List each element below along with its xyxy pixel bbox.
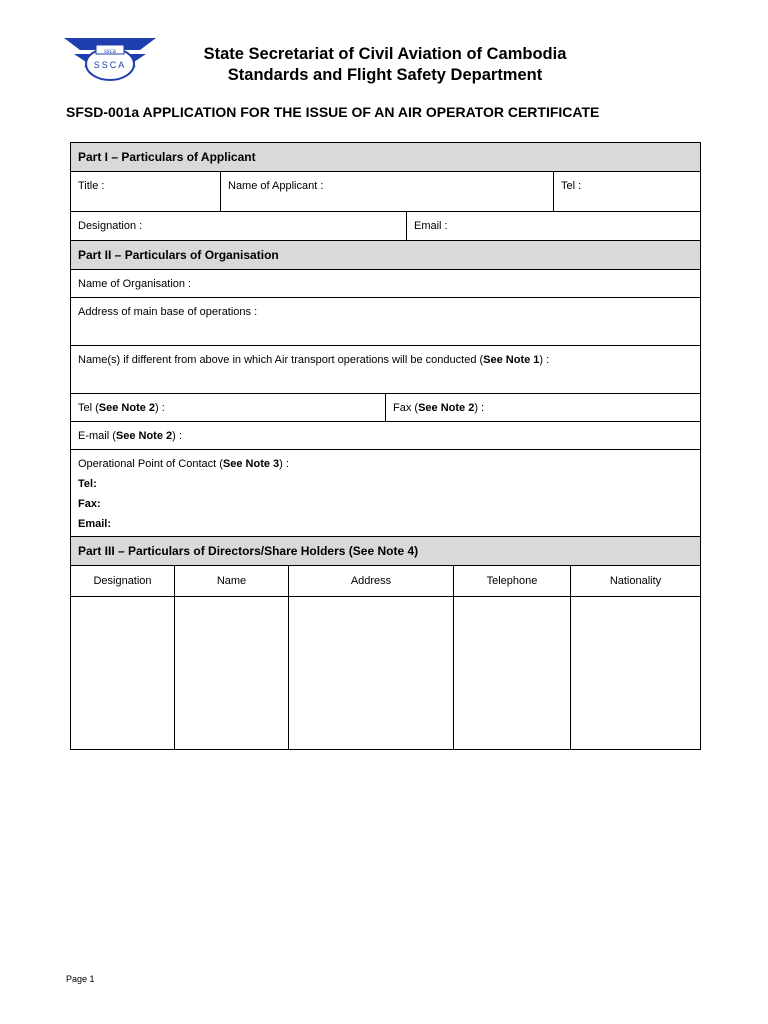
org-tel-field[interactable]	[71, 394, 386, 421]
part1-header-row	[71, 143, 700, 172]
applicant-row	[71, 172, 700, 212]
form-title: SFSD-001a APPLICATION FOR THE ISSUE OF AN AIR OPERATOR CERTIFICATE	[66, 104, 600, 120]
poc-tel-label: Tel:	[78, 478, 97, 490]
address-cell[interactable]	[289, 597, 454, 749]
tel-label: Tel :	[561, 180, 582, 192]
tel-field[interactable]	[554, 172, 700, 211]
poc-suffix: ) :	[279, 458, 289, 470]
part2-header-row	[71, 241, 700, 270]
name-cell[interactable]	[175, 597, 289, 749]
org-email-field[interactable]	[71, 422, 700, 449]
logo-text: SSCA	[93, 60, 127, 70]
column-header: Address	[289, 566, 454, 596]
note-1-ref: See Note 1	[483, 354, 540, 366]
poc-label: Operational Point of Contact (	[78, 458, 223, 470]
org-name-label: Name of Organisation :	[78, 278, 192, 290]
names-field[interactable]	[71, 346, 700, 393]
designation-cell[interactable]	[71, 597, 175, 749]
org-fax-label: Fax (	[393, 402, 419, 414]
org-tel-label: Tel (	[78, 402, 99, 414]
svg-text:ssca: ssca	[104, 47, 116, 55]
org-email-label: E-mail (	[78, 430, 116, 442]
note-2-ref-fax: See Note 2	[418, 402, 475, 414]
org-email-row	[71, 422, 700, 450]
org-fax-suffix: ) :	[474, 402, 485, 414]
telephone-cell[interactable]	[454, 597, 571, 749]
note-2-ref-email: See Note 2	[115, 430, 173, 442]
directors-table-header	[71, 566, 700, 597]
ssca-logo	[64, 36, 156, 88]
email-label: Email :	[414, 220, 448, 232]
org-fax-field[interactable]	[386, 394, 700, 421]
address-label: Address of main base of operations :	[78, 306, 258, 318]
address-row	[71, 298, 700, 346]
org-line-1: State Secretariat of Civil Aviation of Cambodia	[203, 45, 567, 63]
poc-field[interactable]	[71, 450, 700, 536]
names-label: Name(s) if different from above in which Air transport operations will be conducted (	[78, 354, 484, 366]
tel-fax-row	[71, 394, 700, 422]
poc-row	[71, 450, 700, 537]
org-name-row	[71, 270, 700, 298]
title-field[interactable]	[71, 172, 221, 211]
part3-heading: Part III – Particulars of Directors/Share Holders (See Note 4)	[71, 537, 700, 565]
applicant-name-field[interactable]	[221, 172, 554, 211]
designation-label: Designation :	[78, 220, 143, 232]
poc-fax-label: Fax:	[78, 498, 101, 510]
application-form	[70, 142, 701, 750]
column-header: Name	[175, 566, 289, 596]
poc-heading	[78, 457, 693, 471]
org-line-2: Standards and Flight Safety Department	[227, 66, 543, 84]
part1-heading: Part I – Particulars of Applicant	[71, 143, 700, 171]
organization-title	[160, 44, 610, 86]
part2-heading: Part II – Particulars of Organisation	[71, 241, 700, 269]
names-row	[71, 346, 700, 394]
column-header: Nationality	[609, 575, 662, 587]
column-header: Telephone	[454, 566, 571, 596]
address-field[interactable]	[71, 298, 700, 345]
page-number: Page 1	[66, 974, 95, 984]
designation-field[interactable]	[71, 212, 407, 240]
part3-header-row	[71, 537, 700, 566]
designation-row	[71, 212, 700, 241]
note-2-ref-tel: See Note 2	[98, 402, 156, 414]
poc-email-label: Email:	[78, 518, 112, 530]
org-tel-suffix: ) :	[155, 402, 165, 414]
column-header: Designation	[71, 566, 175, 596]
org-email-suffix: ) :	[172, 430, 182, 442]
names-suffix: ) :	[539, 354, 550, 366]
title-label: Title :	[78, 180, 105, 192]
note-3-ref: See Note 3	[222, 458, 280, 470]
email-field[interactable]	[407, 212, 700, 240]
nationality-cell[interactable]	[571, 597, 700, 749]
applicant-name-label: Name of Applicant :	[228, 180, 324, 192]
org-name-field[interactable]	[71, 270, 700, 297]
document-header	[0, 0, 768, 120]
directors-table-body	[71, 597, 700, 749]
